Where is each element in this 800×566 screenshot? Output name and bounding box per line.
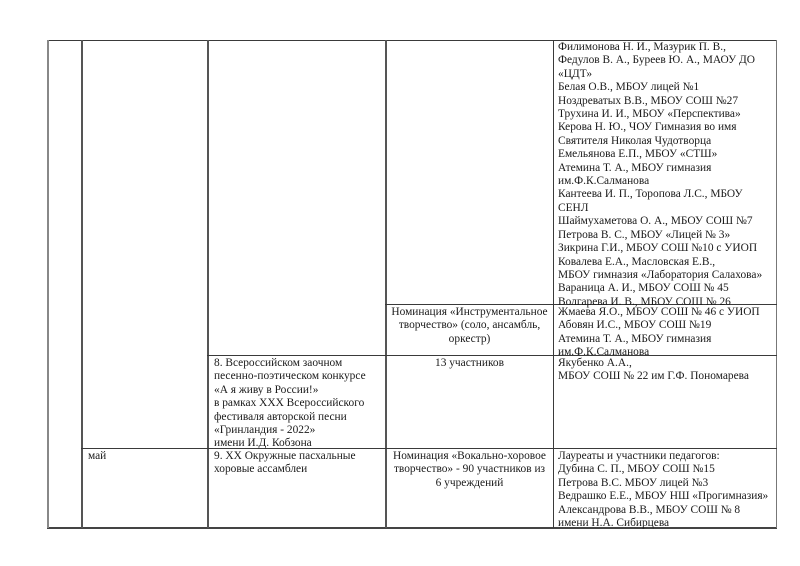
participant-entry: им.Ф.К.Салманова (558, 346, 650, 359)
participant-entry: Ведрашко Е.Е., МБОУ НШ «Прогимназия» (558, 490, 769, 503)
participant-entry: Федулов В. А., Буреев Ю. А., МАОУ ДО (558, 54, 755, 67)
participant-entry: Зикрина Г.И., МБОУ СОШ №10 с УИОП (558, 242, 758, 255)
participant-entry: Ковалева Е.А., Масловская Е.В., (558, 255, 716, 268)
event-title: фестиваля авторской песни (214, 410, 347, 423)
nomination-text: Номинация «Вокально-хоровое (393, 450, 546, 462)
participant-entry: «ЦДТ» (558, 67, 593, 80)
event-title: 9. XX Окружные пасхальные (214, 450, 356, 462)
participant-entry: Ноздреватых В.В., МБОУ СОШ №27 (558, 94, 739, 107)
participant-entry: Белая О.В., МБОУ лицей №1 (558, 81, 700, 94)
nomination-text: 6 учреждений (435, 476, 504, 489)
participant-entry: им.Ф.К.Салманова (558, 175, 650, 188)
participants-cell (553, 449, 777, 530)
participant-entry: Емельянова Е.П., МБОУ «СТШ» (558, 148, 718, 161)
participant-entry: Волгарева И. В., МБОУ СОШ № 26 (558, 295, 731, 308)
participants-heading: Лауреаты и участники педагогов: (558, 450, 720, 462)
event-title: 8. Всероссийском заочном (214, 357, 343, 369)
participant-entry: Александрова В.В., МБОУ СОШ № 8 (558, 503, 741, 516)
nomination-cell (386, 356, 553, 370)
participant-entry: Атемина Т. А., МБОУ гимназия (558, 332, 712, 345)
month-label: май (88, 450, 107, 462)
event-title: в рамках XXX Всероссийского (214, 397, 365, 410)
event-title: имени И.Д. Кобзона (214, 437, 312, 450)
nomination-text: творчество» (соло, ансамбль, (398, 319, 541, 332)
nomination-cell (386, 305, 553, 346)
participant-entry: МБОУ гимназия «Лаборатория Салахова» (558, 268, 763, 281)
participant-entry: Абовян И.С., МБОУ СОШ №19 (558, 319, 712, 332)
event-title: хоровые ассамблеи (214, 463, 308, 476)
table-left-border (47, 40, 49, 528)
event-cell (209, 356, 385, 451)
participant-entry: Филимонова Н. И., Мазурик П. В., (558, 41, 726, 53)
participants-cell (553, 356, 777, 384)
event-cell (209, 449, 385, 477)
month-cell (83, 449, 207, 463)
participant-entry: Вараница А. И., МБОУ СОШ № 45 (558, 282, 729, 295)
participant-entry: Жмаева Я.О., МБОУ СОШ № 46 с УИОП (558, 306, 760, 318)
participants-cell (553, 305, 777, 360)
participant-entry: Трухина И. И., МБОУ «Перспектива» (558, 108, 741, 121)
table-row (553, 40, 777, 309)
participant-entry: СЕНЛ (558, 201, 589, 214)
nomination-cell (386, 449, 553, 490)
participant-entry: Кантеева И. П., Торопова Л.С., МБОУ (558, 188, 743, 201)
event-title: «А я живу в России!» (214, 383, 319, 396)
participant-entry: Святителя Николая Чудотворца (558, 134, 712, 147)
participant-entry: Шаймухаметова О. А., МБОУ СОШ №7 (558, 215, 753, 228)
nomination-text: творчество» - 90 участников из (393, 463, 546, 476)
event-title: «Гринландия - 2022» (214, 424, 316, 437)
event-title: песенно-поэтическом конкурсе (214, 370, 366, 383)
participant-entry: Керова Н. Ю., ЧОУ Гимназия во имя (558, 121, 737, 134)
participant-entry: МБОУ СОШ № 22 им Г.Ф. Пономарева (558, 370, 749, 383)
nomination-text: оркестр) (448, 332, 491, 345)
participant-entry: Петрова В.С. МБОУ лицей №3 (558, 476, 709, 489)
participant-entry: Петрова В. С., МБОУ «Лицей № 3» (558, 228, 731, 241)
participant-count: 13 участников (435, 357, 504, 369)
participant-entry: Дубина С. П., МБОУ СОШ №15 (558, 463, 715, 476)
participant-entry: Якубенко А.А., (558, 357, 632, 369)
participant-entry: имени Н.А. Сибирцева (558, 517, 670, 530)
participant-entry: Атемина Т. А., МБОУ гимназия (558, 161, 712, 174)
nomination-text: Номинация «Инструментальное (391, 306, 548, 318)
